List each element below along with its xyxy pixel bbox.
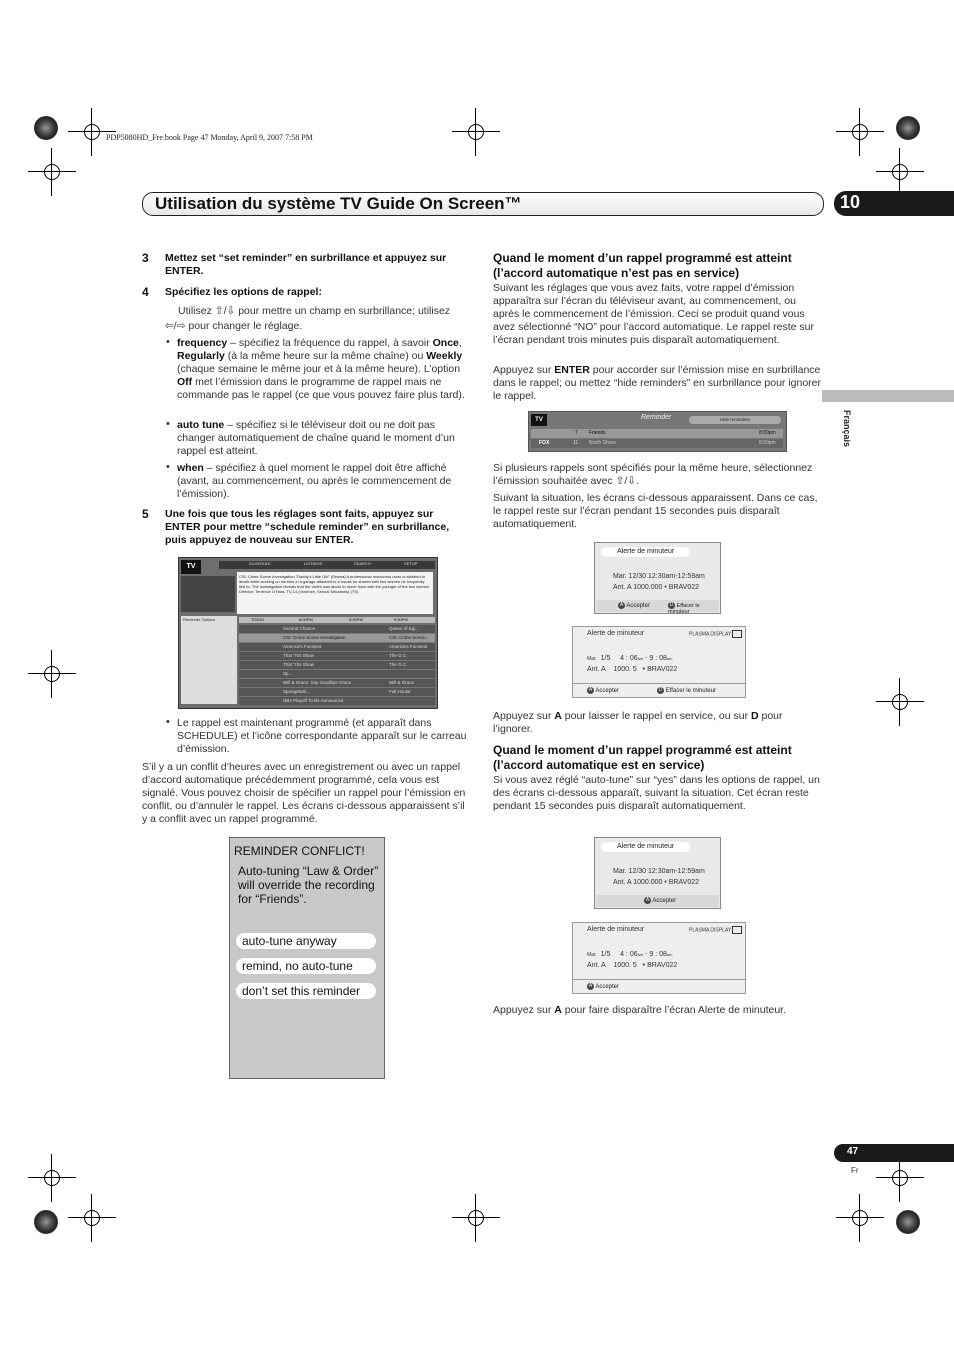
section-header [142,192,824,216]
text-part: (chaque semaine le même jour et à la même heure). L’option [177,363,461,375]
section-heading: Quand le moment d’un rappel programmé est atteint (l’accord automatique est en service) [493,743,792,772]
crosshair-mark [80,120,104,144]
text-part: , [458,337,462,349]
timer-date-line: Mar. 1/5 4 : 06am - 9 : 08am [587,951,673,958]
section-heading: Quand le moment d’un rappel programmé est atteint (l’accord automatique n’est pas en service) [493,251,792,280]
text-part: – spécifiez la fréquence du rappel, à savoir [227,337,433,349]
paragraph: Si vous avez réglé “auto-tune” sur “yes” dans les options de rappel, un des écrans ci-dessous apparaît, suivant la situation. Cet écran reste pendant 15 secondes puis disparaît automatiquement. [493,774,820,812]
chapter-number: 10 [840,192,861,212]
button-label: Accepter [626,603,651,610]
up-down-arrow-icon: ⇧/⇩. [615,475,640,487]
crosshair-mark [80,1206,104,1230]
button-label: Accepter [652,898,677,905]
tab-bar [219,561,435,569]
text-part: Appuyez sur [493,1004,555,1016]
listing-title: Full House [389,689,411,694]
listing-title: Will & Grace: Say Goodbye Grace [283,680,352,685]
text-part: pour faire disparaître l’écran Alerte de minuteur. [561,1004,787,1016]
a-button-icon: A [645,897,650,903]
date: 1/5 [600,951,611,958]
tv-guide-screen [178,557,438,709]
listing-title: The O.C. [389,653,408,658]
timer-date-line: Mar. 1/5 4 : 06am - 9 : 08am [587,655,673,662]
left-right-arrow-icon: ⇦/⇨ [165,320,186,332]
text-part: Si plusieurs rappels sont spécifiés pour la même heure, sélectionnez l’émission souhaitée avec [493,462,813,487]
tv-guide-logo: TV [531,414,547,426]
term: A [554,1004,562,1016]
accept-button[interactable] [587,687,619,694]
listing-title: America's Funniest [283,644,322,649]
crosshair-mark [464,120,488,144]
bullet-icon: • [166,336,170,348]
paragraph: Suivant les réglages que vous avez faits, votre rappel d’émission apparaîtra sur l’écran du téléviseur avant, au commencement, ou après le commencement de l’émission. Ceci se produit quand vous avez sélectionné “NO” pour l’accord automatique. Le rappel reste sur l’écran pendant trois minutes puis disparaît automatiquement. [493,282,814,346]
crosshair-mark [40,662,64,686]
bullet-icon: • [166,716,170,728]
button-label: Accepter [595,984,620,991]
popup-title: Alerte de minuteur [587,926,645,933]
time-label: 8:00PM [299,617,313,622]
popup-time: Mar. 12/30 12:30am-12:59am [613,868,705,875]
popup-button-row [596,895,719,907]
start-time: 4 : 06 [620,951,638,958]
text-part: – spécifiez si le téléviseur doit ou ne doit pas changer automatiquement de chaîne quand le moment d’un rappel est atteint. [177,419,455,457]
listing-title: Second Chance [283,626,316,631]
plasma-timer-alert [572,922,746,994]
up-down-arrow-icon: ⇧/⇩ [214,305,236,317]
accept-button[interactable] [618,602,650,609]
button-label: Effacer le minuteur [665,688,716,695]
antenna: Ant. A [587,666,606,673]
reg-dot-br [896,1210,920,1234]
term: auto tune [177,419,225,431]
channel-number: 11 [573,440,579,446]
program-description: CSI: Crime Scene Investigation "Daddy's Little Girl" (Drama) A professional motocross racer is stabbed to death while working on his bike in a garage attached to a house he shared with two women he frequently lied to. The investigation reveals that the victim was about to move town with the younger of the two women. Director: Terrence O'Hara. TV-14 (Violence, Sexual Situations) (TS) [237,572,433,614]
popup-button-row [573,979,745,993]
popup-title: Alerte de minuteur [601,842,690,852]
listing-title: Spongebob... [283,689,310,694]
option-when [177,462,473,501]
listing-title: That '70s Show [283,653,314,658]
listing-row[interactable] [239,652,435,661]
accept-button[interactable] [587,983,619,990]
tv-icon [732,630,742,638]
d-button-icon: D [669,602,674,608]
reminder-options-panel [181,616,237,704]
brand-label [689,630,742,638]
reminder-title: North Shore [589,440,616,446]
clear-timer-button[interactable] [657,687,716,694]
text-part: met l’émission dans le programme de rappel mais ne commande pas le rappel (ce que vous pouvez faire plus tard). [177,376,465,401]
step-instructions-2 [165,320,465,333]
reg-dot-tl [34,116,58,140]
crosshair-mark [888,160,912,184]
text-part: pour l’ignorer. [493,710,783,735]
listing-title: NBA Playoff To Be Announced [283,698,344,703]
crosshair-mark [848,1206,872,1230]
timer-alert-popup [594,542,721,614]
listing-title: Sp... [283,671,293,676]
bullet-icon: • [166,418,170,430]
text-part: pour mettre un champ en surbrillance; utilisez [235,305,451,317]
tab-search[interactable]: SEARCH [354,561,371,566]
brand-label [689,926,742,934]
paragraph: Suivant la situation, les écrans ci-dessous apparaissent. Dans ce cas, le rappel reste sur l’écran pendant 15 secondes puis disparaît automatiquement. [493,492,818,530]
listing-row[interactable] [239,679,435,688]
option-remind-no-auto-tune[interactable]: remind, no auto-tune [236,958,376,974]
accept-button[interactable] [644,897,676,904]
reminder-title: Friends [589,430,606,436]
channel-number: 7 [575,430,578,436]
day: Mar. [587,952,597,958]
brand-text: PLASMA DISPLAY [689,927,732,934]
reminder-conflict-dialog [229,837,385,1079]
term: A [554,710,562,722]
reg-dot-bl [34,1210,58,1234]
crosshair-mark [848,120,872,144]
crosshair-mark [40,1166,64,1190]
listing-title: The O.C. [389,662,408,667]
start-time: 4 : 06 [620,655,638,662]
reminder-row[interactable] [531,439,783,448]
am-pm: am [666,952,673,957]
language-label: Français [842,410,852,448]
time-header [239,617,435,623]
tab-listings[interactable]: LISTINGS [304,561,323,566]
listing-row[interactable] [239,697,435,705]
date: 1/5 [600,655,611,662]
term: Regularly [177,350,225,362]
popup-time: Mar. 12/30 12:30am-12:59am [613,573,705,580]
listing-row[interactable] [239,661,435,670]
popup-button-row [573,683,745,697]
text-part: – spécifiez à quel moment le rappel doit être affiché (avant, au commencement, ou après le commencement de l’émission). [177,462,452,500]
file-info-line: PDP5080HD_Fre.book Page 47 Monday, April 9, 2007 7:58 PM [106,133,313,142]
page-number-badge [834,1144,954,1162]
paragraph [493,364,823,403]
bullet-text: Le rappel est maintenant programmé (et apparaît dans SCHEDULE) et l’icône correspondante apparaît sur le carreau d’émission. [177,717,467,755]
listing-title: CSI: Crime Scene Investigation [283,635,346,640]
popup-button-row [596,600,719,615]
antenna: Ant. A [587,962,606,969]
term: Weekly [426,350,463,362]
crosshair-mark [40,160,64,184]
crosshair-mark [888,1166,912,1190]
option-dont-set-reminder[interactable]: don’t set this reminder [236,983,376,999]
popup-channel: Ant. A 1000.000 • BRAV022 [613,584,699,591]
end-time: 9 : 08 [649,951,667,958]
step-title: Spécifiez les options de rappel: [165,286,322,298]
listing-title: America's Funniest [389,644,428,649]
reminder-time: 8:00pm [759,440,776,446]
am-pm: am [637,656,644,661]
page-number: 47 [847,1146,859,1157]
option-frequency [177,337,473,402]
side-tab-bar [822,390,954,402]
term: when [177,462,204,474]
button-label: Effacer le minuteur [668,602,700,615]
term: frequency [177,337,228,349]
channel: 1000. 5 [613,666,637,673]
reminder-time: 8:00pm [759,430,776,436]
step-number: 4 [142,285,149,299]
time-label: 9:00PM [394,617,408,622]
preview-thumbnail [181,576,235,612]
brand-text: PLASMA DISPLAY [689,631,732,638]
step-text: Une fois que tous les réglages sont faits, appuyez sur ENTER pour mettre “schedule reminder” en surbrillance, puis appuyez de nouveau sur ENTER. [165,508,450,546]
text-part: pour changer le réglage. [185,320,303,332]
reminder-bar-screen [528,411,787,452]
timer-alert-popup [594,837,721,909]
step-instructions [178,305,474,318]
crosshair-mark [464,1206,488,1230]
listing-row[interactable] [239,643,435,652]
chapter-badge [834,191,954,216]
tab-schedule[interactable]: SCHEDULE [249,561,271,566]
listing-row[interactable] [239,670,435,679]
reminder-options-label: Reminder Options [183,617,216,622]
reminder-row[interactable] [531,429,783,438]
program: • BRAV022 [642,962,678,969]
term: D [750,710,759,722]
popup-title: Alerte de minuteur [587,630,645,637]
listing-title: That '70s Show [283,662,314,667]
listing-grid [239,625,435,705]
time-label: 8:30PM [349,617,363,622]
tab-setup[interactable]: SETUP [404,561,418,566]
timer-channel-line [587,666,677,673]
fox-logo-icon: FOX [539,440,550,446]
listing-row[interactable] [239,688,435,697]
text-part: Utilisez [178,305,215,317]
listing-title: Will & Grace [389,680,415,685]
channel: 1000. 5 [613,962,637,969]
a-button-icon: A [588,983,593,989]
end-time: 9 : 08 [649,655,667,662]
option-auto-tune [177,419,473,458]
text-part: (à la même heure sur la même chaîne) ou [224,350,427,362]
button-label: Accepter [595,688,620,695]
text-part: Appuyez sur [493,364,555,376]
paragraph [493,1004,833,1017]
plasma-timer-alert [572,626,746,698]
listing-title: Queen of Egi... [389,626,420,631]
a-button-icon: A [619,602,624,608]
tv-guide-logo: TV [181,560,201,574]
text-part: Appuyez sur [493,710,555,722]
a-button-icon: A [588,687,593,693]
am-pm: am [666,656,673,661]
step-number: 5 [142,507,149,521]
hide-reminders-button[interactable]: Hide reminders [689,416,781,424]
page-language-code: Fr [851,1166,859,1175]
timer-channel-line [587,962,677,969]
day: Mar. [587,656,597,662]
am-pm: am [637,952,644,957]
tv-icon [732,926,742,934]
listing-row[interactable] [239,634,435,643]
listing-row[interactable] [239,625,435,634]
popup-title: Alerte de minuteur [601,547,690,557]
term: Once [432,337,459,349]
term: ENTER [554,364,590,376]
page-title: Utilisation du système TV Guide On Screen™ [155,194,522,213]
step-text: Mettez set “set reminder” en surbrillance et appuyez sur ENTER. [165,252,447,277]
clear-timer-button[interactable] [668,602,719,615]
reminder-label: Reminder [641,414,672,421]
option-auto-tune-anyway[interactable]: auto-tune anyway [236,933,376,949]
program: • BRAV022 [642,666,678,673]
paragraph: S’il y a un conflit d’heures avec un enregistrement ou avec un rappel d’accord automatique précédemment programmé, cela vous est signalé. Vous pouvez choisir de spécifier un rappel pour l’émission en conflit, ou d’annuler le rappel. Les écrans ci-dessous apparaissent s’il y a conflit avec un rappel programmé. [142,761,466,825]
reg-dot-tr [896,116,920,140]
listing-title: CSI: Crime Scene... [389,635,429,640]
crosshair-mark [888,690,912,714]
paragraph [493,462,823,488]
dialog-title: REMINDER CONFLICT! [234,844,365,858]
step-number: 3 [142,251,149,265]
text-part: pour laisser le rappel en service, ou sur [561,710,751,722]
paragraph [493,710,823,736]
d-button-icon: D [658,687,663,693]
term: Off [177,376,193,388]
text-part: pour accorder sur l’émission mise en surbrillance dans le rappel; ou mettez “hide reminders” en surbrillance pour ignorer le rappel. [493,364,822,402]
bullet-icon: • [166,461,170,473]
dialog-message: Auto-tuning “Law & Order” will override the recording for “Friends”. [238,864,379,906]
time-label: TODAY [251,617,265,622]
popup-channel: Ant. A 1000.000 • BRAV022 [613,879,699,886]
